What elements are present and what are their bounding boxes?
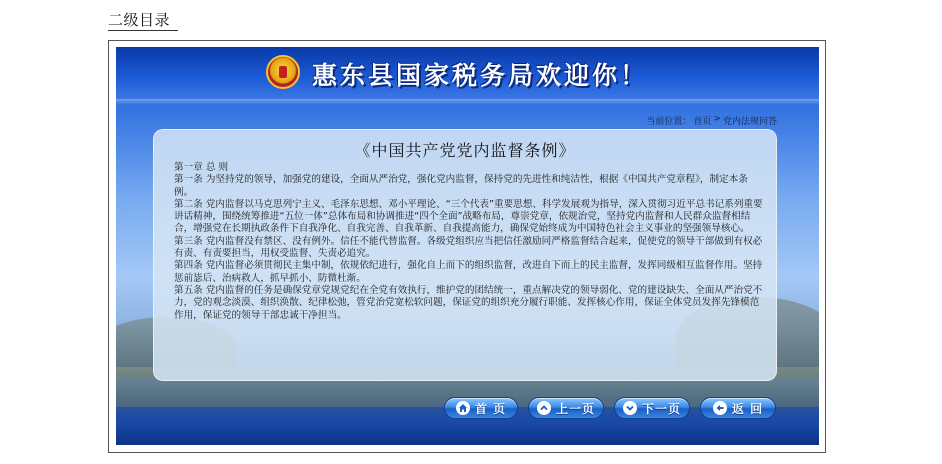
document-title: 《中国共产党党内监督条例》 — [354, 141, 576, 160]
next-page-button-label: 下一页 — [641, 401, 681, 416]
chevron-down-icon — [623, 401, 637, 415]
breadcrumb-home-link[interactable]: 首页 — [693, 117, 712, 127]
kiosk-screen — [116, 47, 819, 445]
content-panel — [153, 129, 777, 381]
prev-page-button-label: 上一页 — [555, 401, 595, 416]
document-body — [174, 162, 764, 322]
header-glow — [116, 99, 819, 105]
document-paragraph: 第三条 党内监督没有禁区、没有例外。信任不能代替监督。各级党组织应当把信任激励同严格监督结合起来，促使党的领导干部做到有权必有责、有责要担当，用权受监督、失责必追究。 — [174, 235, 763, 260]
section-title: 二级目录 — [108, 11, 171, 29]
document-paragraph: 第四条 党内监督必须贯彻民主集中制，依规依纪进行，强化自上而下的组织监督，改进自下而上的民主监督，发挥同级相互监督作用。坚持惩前毖后、治病救人，抓早抓小、防微杜渐。 — [174, 260, 763, 284]
document-paragraph: 第五条 党内监督的任务是确保党章党规党纪在全党有效执行，维护党的团结统一，重点解决党的领导弱化、党的建设缺失、全面从严治党不力，党的观念淡漠、组织涣散、纪律松弛，管党治党宽松软问题，保证党的组织充分履行职能、发挥核心作用，保证全体党员发挥先锋模范作用，保证党的领导干部忠诚干净担当。 — [174, 284, 763, 321]
chevron-up-icon — [537, 401, 551, 415]
back-arrow-icon — [713, 401, 727, 415]
home-button[interactable] — [444, 397, 518, 419]
prev-page-button[interactable] — [528, 397, 604, 419]
back-button[interactable] — [700, 397, 776, 419]
breadcrumb-separator: > — [713, 114, 721, 124]
tax-emblem-icon — [266, 55, 300, 89]
document-paragraph: 第一章 总 则 — [174, 162, 229, 173]
next-page-button[interactable] — [614, 397, 690, 419]
document-paragraph: 第二条 党内监督以马克思列宁主义、毛泽东思想、邓小平理论、“三个代表”重要思想、科学发展观为指导，深入贯彻习近平总书记系列重要讲话精神，围绕统筹推进“五位一体”总体布局和协调推进“四个全面”战略布局，尊崇党章，依规治党，坚持党内监督和人民群众监督相结合，增强党在长期执政条件下自我净化、自我完善、自我革新、自我提高能力，确保党始终成为中国特色社会主义事业的坚强领导核心。 — [174, 198, 763, 235]
breadcrumb — [646, 114, 777, 127]
house-icon — [456, 401, 470, 415]
home-button-label: 首 页 — [474, 401, 507, 416]
section-title-underline — [108, 30, 178, 31]
breadcrumb-prefix: 当前位置： — [646, 117, 692, 127]
back-button-label: 返 回 — [731, 401, 764, 416]
breadcrumb-current: 党内法规问答 — [722, 117, 777, 127]
document-paragraph: 第一条 为坚持党的领导，加强党的建设，全面从严治党，强化党内监督，保持党的先进性和纯洁性，根据《中国共产党章程》，制定本条例。 — [174, 174, 748, 198]
site-title: 惠东县国家税务局欢迎你！ — [312, 61, 649, 90]
